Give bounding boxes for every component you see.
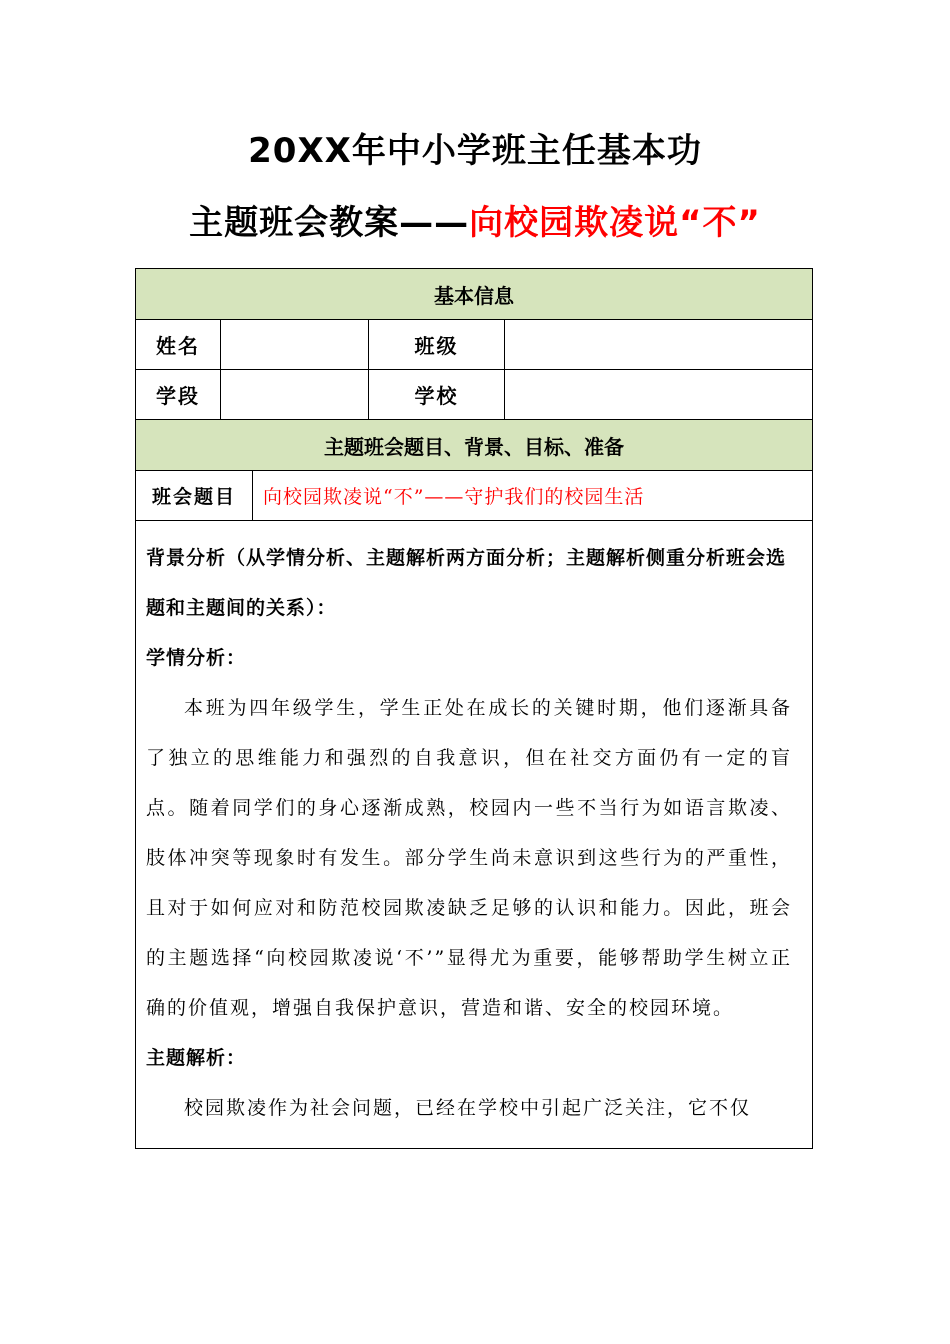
background-analysis-cell bbox=[136, 521, 813, 1149]
document-title-line2 bbox=[0, 200, 950, 246]
theme-analysis-heading: 主题解析： bbox=[146, 1047, 247, 1069]
topic-value: 向校园欺凌说“不”——守护我们的校园生活 bbox=[253, 471, 813, 521]
stage-value bbox=[221, 370, 369, 420]
school-value bbox=[505, 370, 813, 420]
name-label: 姓名 bbox=[136, 320, 221, 370]
lesson-plan-table bbox=[135, 268, 813, 1149]
class-label: 班级 bbox=[369, 320, 505, 370]
student-analysis-text: 本班为四年级学生，学生正处在成长的关键时期，他们逐渐具备了独立的思维能力和强烈的自我意识，但在社交方面仍有一定的盲点。随着同学们的身心逐渐成熟，校园内一些不当行为如语言欺凌、肢体冲突等现象时有发生。部分学生尚未意识到这些行为的严重性，且对于如何应对和防范校园欺凌缺乏足够的认识和能力。因此，班会的主题选择“向校园欺凌说‘不’”显得尤为重要，能够帮助学生树立正确的价值观，增强自我保护意识，营造和谐、安全的校园环境。 bbox=[146, 697, 793, 1019]
student-analysis-heading: 学情分析： bbox=[146, 647, 247, 669]
background-heading: 背景分析（从学情分析、主题解析两方面分析；主题解析侧重分析班会选题和主题间的关系）： bbox=[146, 547, 787, 619]
stage-label: 学段 bbox=[136, 370, 221, 420]
section2-header: 主题班会题目、背景、目标、准备 bbox=[136, 420, 813, 471]
school-label: 学校 bbox=[369, 370, 505, 420]
topic-label: 班会题目 bbox=[136, 471, 253, 521]
class-value bbox=[505, 320, 813, 370]
title-theme: 向校园欺凌说“不” bbox=[469, 203, 761, 243]
basic-info-header: 基本信息 bbox=[136, 269, 813, 320]
theme-analysis-text: 校园欺凌作为社会问题，已经在学校中引起广泛关注，它不仅 bbox=[184, 1097, 752, 1119]
title-prefix: 主题班会教案—— bbox=[189, 203, 470, 243]
name-value bbox=[221, 320, 369, 370]
document-title-line1: 20XX年中小学班主任基本功 bbox=[248, 131, 702, 171]
